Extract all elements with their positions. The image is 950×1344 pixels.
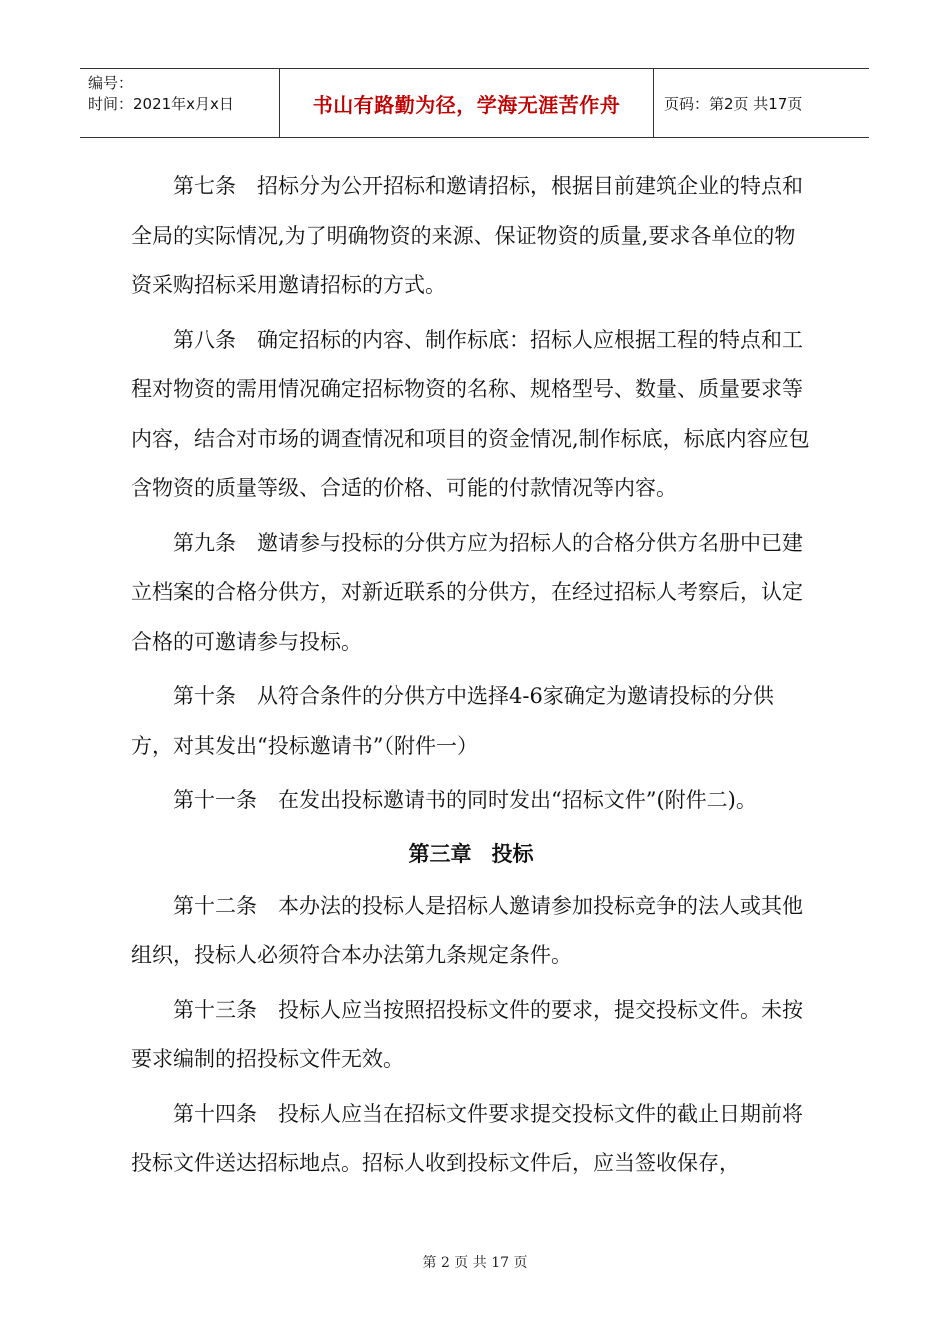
- chapter-title: 投标: [491, 841, 534, 866]
- article-text: 从符合条件的分供方中选择4-6家确定为邀请投标的分供方，对其发出“投标邀请书”（附件一）: [131, 684, 774, 758]
- article-number: 第十条: [173, 684, 236, 708]
- article-11: [131, 776, 811, 826]
- article-text: 投标人应当在招标文件要求提交投标文件的截止日期前将投标文件送达招标地点。招标人收到投标文件后，应当签收保存，: [131, 1101, 803, 1175]
- article-text: 招标分为公开招标和邀请招标，根据目前建筑企业的特点和全局的实际情况,为了明确物资的来源、保证物资的质量,要求各单位的物资采购招标采用邀请招标的方式。: [131, 174, 803, 297]
- chapter-heading: [131, 831, 811, 877]
- article-text: 本办法的投标人是招标人邀请参加投标竞争的法人或其他组织，投标人必须符合本办法第九条规定条件。: [131, 893, 803, 967]
- article-number: 第九条: [173, 530, 236, 555]
- article-number: 第十一条: [173, 788, 257, 812]
- chapter-number: 第三章: [408, 841, 472, 866]
- article-text: 邀请参与投标的分供方应为招标人的合格分供方名册中已建立档案的合格分供方，对新近联系的分供方，在经过招标人考察后，认定合格的可邀请参与投标。: [131, 530, 803, 654]
- article-number: 第十三条: [173, 997, 257, 1022]
- time-label: 时间：2021年x月x日: [88, 95, 234, 113]
- page-header: [80, 68, 869, 138]
- article-number: 第八条: [173, 327, 236, 352]
- header-page-label: 页码：第2页 共17页: [664, 94, 803, 113]
- article-text: 在发出投标邀请书的同时发出“招标文件”(附件二)。: [278, 788, 757, 812]
- article-12: [131, 882, 811, 981]
- article-text: 确定招标的内容、制作标底：招标人应根据工程的特点和工程对物资的需用情况确定招标物资的名称、规格型号、数量、质量要求等内容，结合对市场的调查情况和项目的资金情况,制作标底，标底内容应包含物资的质量等级、合适的价格、可能的付款情况等内容。: [131, 327, 810, 500]
- article-13: [131, 986, 811, 1085]
- article-number: 第七条: [173, 174, 236, 198]
- page-footer: 第 2 页 共 17 页: [422, 1255, 528, 1271]
- article-text: 投标人应当按照招投标文件的要求，提交投标文件。未按要求编制的招投标文件无效。: [131, 997, 803, 1071]
- article-10: [131, 672, 811, 771]
- number-label: 编号：: [88, 74, 134, 92]
- article-number: 第十四条: [173, 1101, 257, 1126]
- article-7: [131, 162, 811, 311]
- article-8: [131, 316, 811, 514]
- article-number: 第十二条: [173, 893, 257, 918]
- article-9: [131, 519, 811, 668]
- article-14: [131, 1090, 811, 1189]
- header-meta: [80, 69, 280, 137]
- document-body: [131, 162, 811, 1194]
- header-motto: 书山有路勤为径，学海无涯苦作舟: [280, 69, 654, 137]
